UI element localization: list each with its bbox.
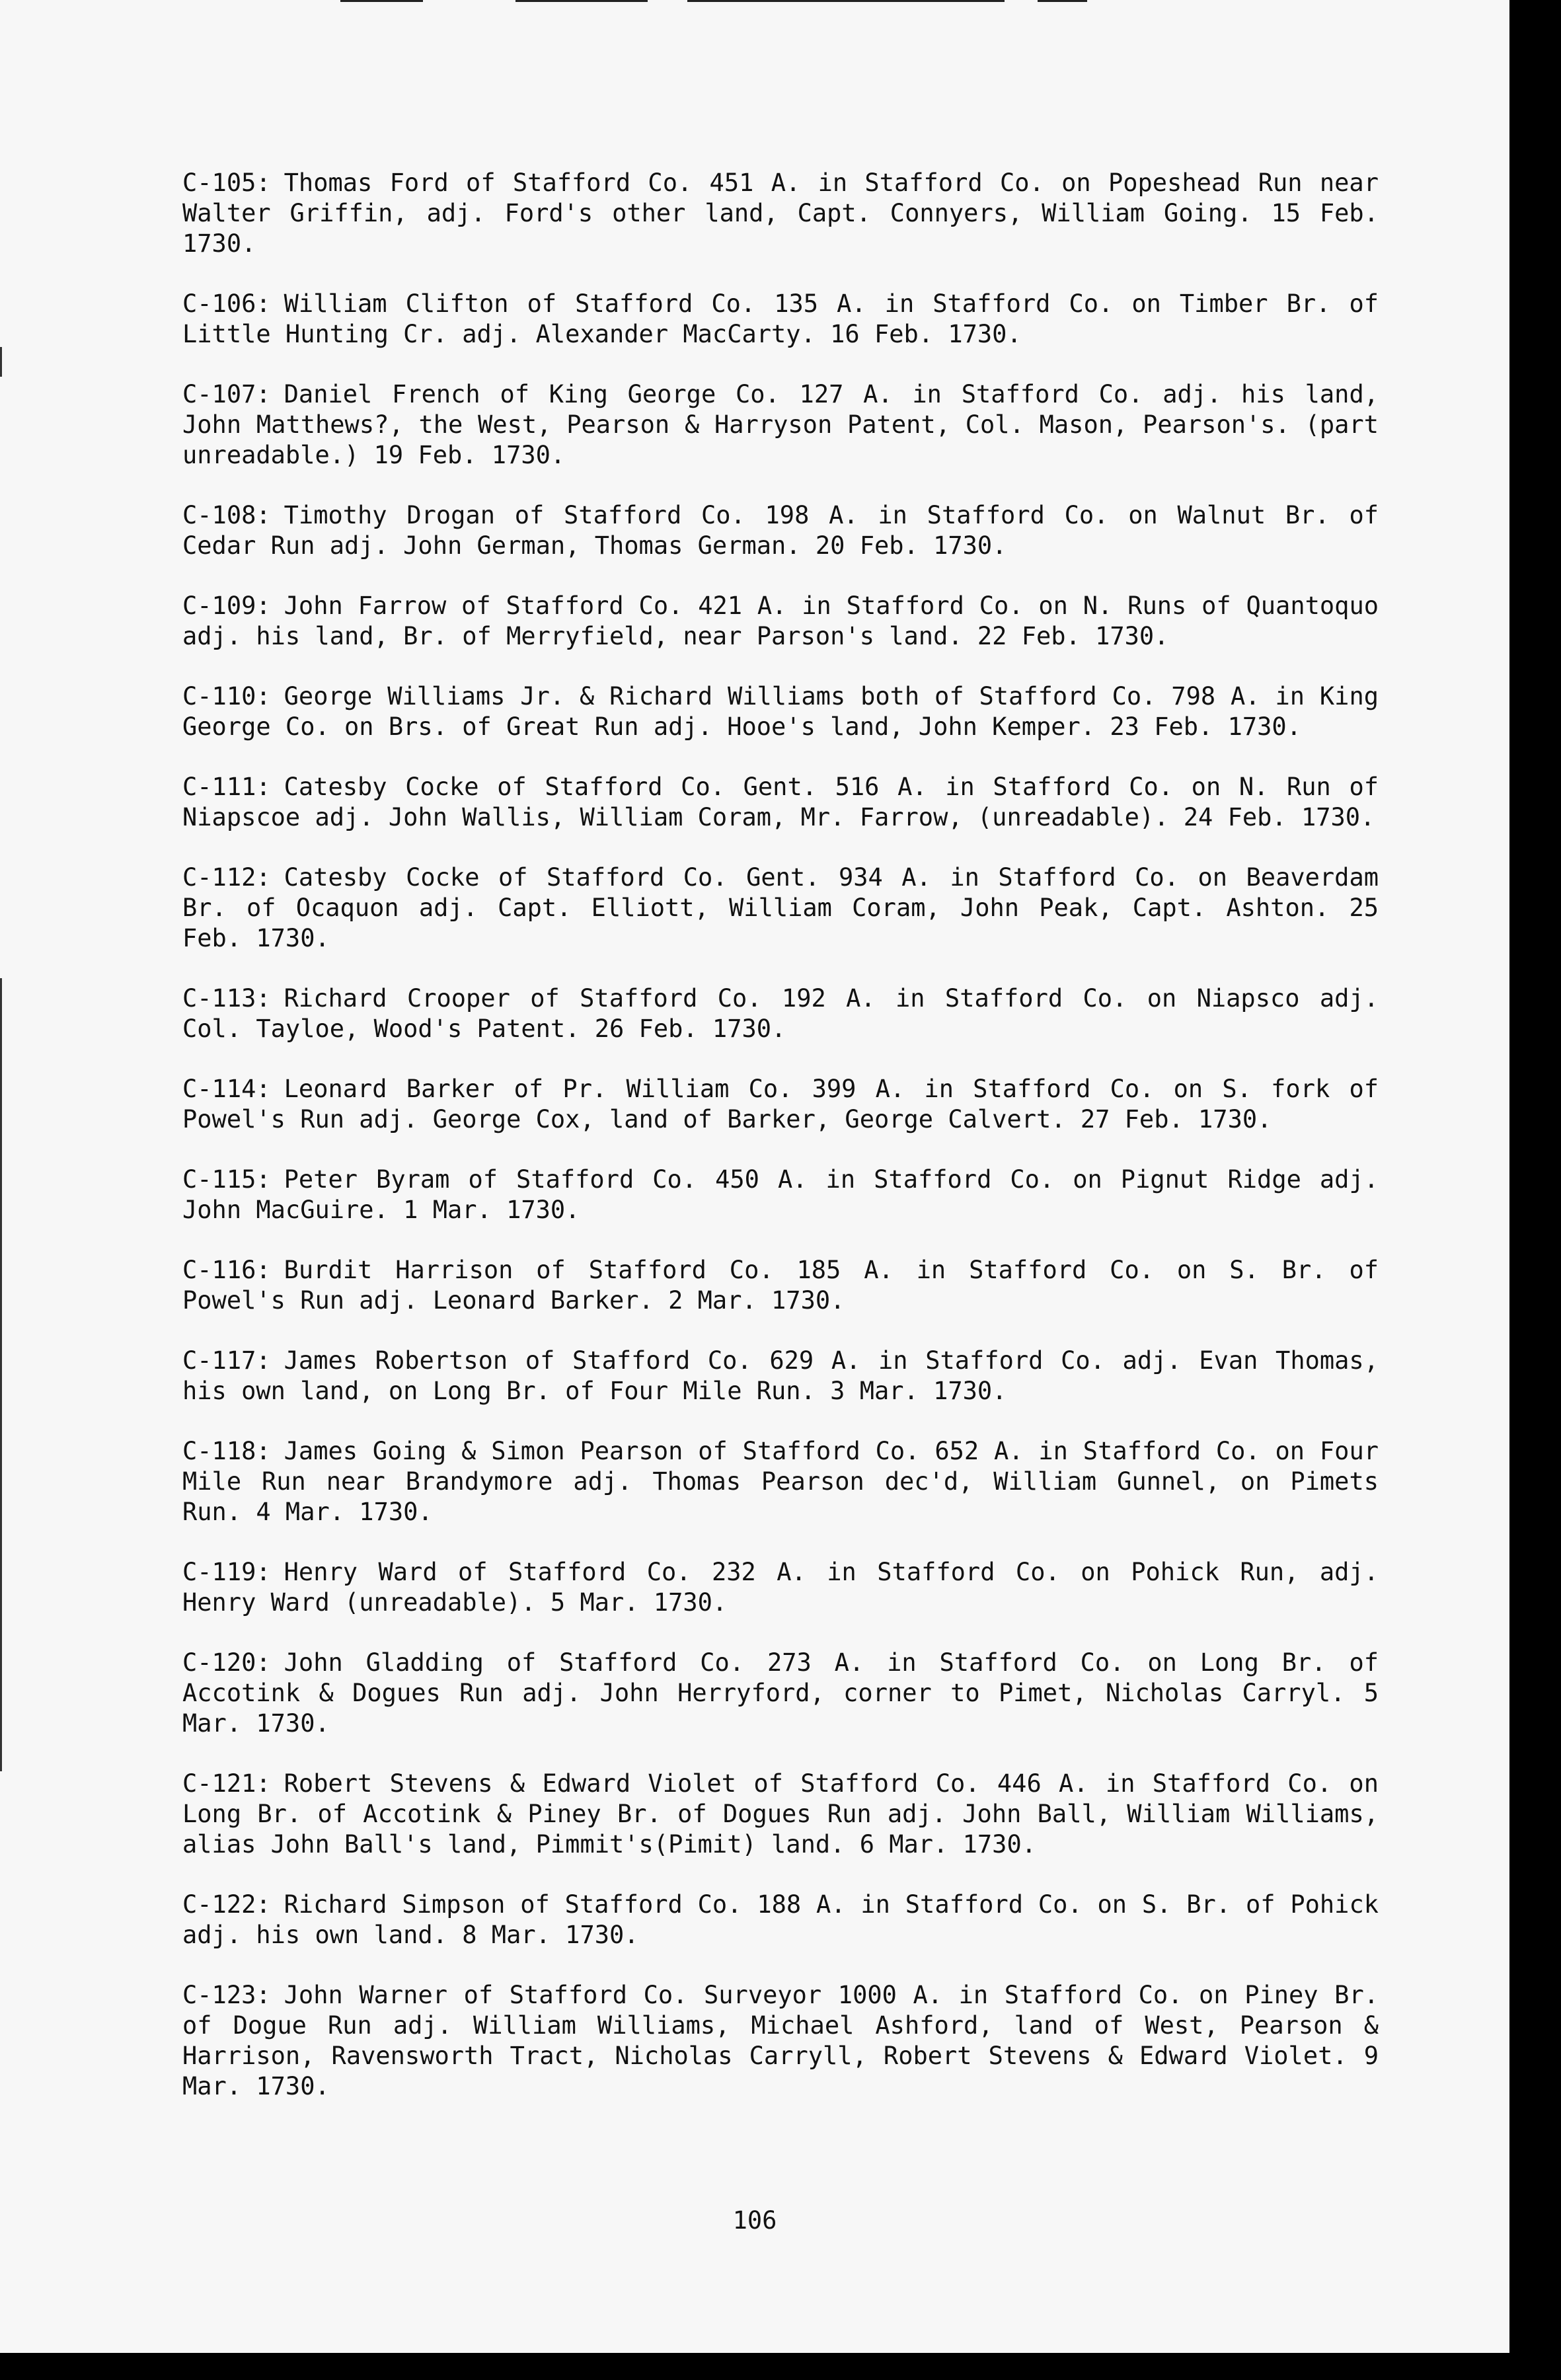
entry-text: Henry Ward of Stafford Co. 232 A. in Stafford Co. on Pohick Run, adj. Henry Ward (unreadable). 5 Mar. 1730. <box>182 1558 1379 1617</box>
entry-text: Catesby Cocke of Stafford Co. Gent. 516 A. in Stafford Co. on N. Run of Niapscoe adj. John Wallis, William Coram, Mr. Farrow, (unreadable). 24 Feb. 1730. <box>182 773 1379 831</box>
patent-entry <box>182 681 1379 742</box>
patent-entry <box>182 1074 1379 1135</box>
patent-entry <box>182 1769 1379 1860</box>
entry-text: James Going & Simon Pearson of Stafford Co. 652 A. in Stafford Co. on Four Mile Run near Brandymore adj. Thomas Pearson dec'd, William Gunnel, on Pimets Run. 4 Mar. 1730. <box>182 1437 1379 1526</box>
entry-text: John Gladding of Stafford Co. 273 A. in Stafford Co. on Long Br. of Accotink & Dogues Run adj. John Herryford, corner to Pimet, Nicholas Carryl. 5 Mar. 1730. <box>182 1648 1379 1738</box>
top-edge-rule <box>515 0 648 2</box>
entry-id: C-122: <box>182 1890 271 1919</box>
entry-text: Robert Stevens & Edward Violet of Stafford Co. 446 A. in Stafford Co. on Long Br. of Accotink & Piney Br. of Dogues Run adj. John Ball, William Williams, alias John Ball's land, Pimmit's(Pimit) land. 6 Mar. 1730. <box>182 1769 1379 1859</box>
entry-text: Timothy Drogan of Stafford Co. 198 A. in Stafford Co. on Walnut Br. of Cedar Run adj. John German, Thomas German. 20 Feb. 1730. <box>182 501 1379 560</box>
entry-text: Richard Simpson of Stafford Co. 188 A. in Stafford Co. on S. Br. of Pohick adj. his own land. 8 Mar. 1730. <box>182 1890 1379 1949</box>
patent-entry <box>182 379 1379 471</box>
entry-text: Leonard Barker of Pr. William Co. 399 A. in Stafford Co. on S. fork of Powel's Run adj. George Cox, land of Barker, George Calvert. 27 Feb. 1730. <box>182 1075 1379 1133</box>
entry-text: Thomas Ford of Stafford Co. 451 A. in Stafford Co. on Popeshead Run near Walter Griffin, adj. Ford's other land, Capt. Connyers, William Going. 15 Feb. 1730. <box>182 169 1379 258</box>
entry-id: C-121: <box>182 1769 271 1798</box>
patent-entry <box>182 772 1379 833</box>
entry-id: C-117: <box>182 1346 271 1375</box>
entry-id: C-107: <box>182 380 271 408</box>
left-edge-mark <box>0 978 2 1771</box>
entry-id: C-105: <box>182 169 271 197</box>
entry-id: C-119: <box>182 1558 271 1586</box>
entry-text: George Williams Jr. & Richard Williams both of Stafford Co. 798 A. in King George Co. on Brs. of Great Run adj. Hooe's land, John Kemper. 23 Feb. 1730. <box>182 682 1379 741</box>
entry-id: C-116: <box>182 1256 271 1284</box>
entry-text: Catesby Cocke of Stafford Co. Gent. 934 A. in Stafford Co. on Beaverdam Br. of Ocaquon adj. Capt. Elliott, William Coram, John Peak, Capt. Ashton. 25 Feb. 1730. <box>182 863 1379 952</box>
entry-id: C-123: <box>182 1981 271 2009</box>
patent-entry <box>182 500 1379 561</box>
patent-entry <box>182 1980 1379 2102</box>
entry-id: C-111: <box>182 773 271 801</box>
patent-entry <box>182 1890 1379 1950</box>
entry-text: Peter Byram of Stafford Co. 450 A. in Stafford Co. on Pignut Ridge adj. John MacGuire. 1 Mar. 1730. <box>182 1165 1379 1224</box>
entry-id: C-109: <box>182 592 271 620</box>
entry-id: C-120: <box>182 1648 271 1677</box>
patent-entries-list <box>182 168 1379 2131</box>
entry-text: Richard Crooper of Stafford Co. 192 A. in Stafford Co. on Niapsco adj. Col. Tayloe, Wood's Patent. 26 Feb. 1730. <box>182 984 1379 1043</box>
entry-id: C-110: <box>182 682 271 710</box>
patent-entry <box>182 1436 1379 1527</box>
patent-entry <box>182 1648 1379 1739</box>
entry-id: C-106: <box>182 289 271 318</box>
entry-id: C-112: <box>182 863 271 892</box>
entry-text: John Farrow of Stafford Co. 421 A. in Stafford Co. on N. Runs of Quantoquo adj. his land, Br. of Merryfield, near Parson's land. 22 Feb. 1730. <box>182 592 1379 650</box>
patent-entry <box>182 289 1379 350</box>
patent-entry <box>182 1165 1379 1225</box>
entry-text: Burdit Harrison of Stafford Co. 185 A. in Stafford Co. on S. Br. of Powel's Run adj. Leonard Barker. 2 Mar. 1730. <box>182 1256 1379 1315</box>
patent-entry <box>182 1557 1379 1618</box>
entry-id: C-113: <box>182 984 271 1013</box>
patent-entry <box>182 983 1379 1044</box>
patent-entry <box>182 591 1379 652</box>
entry-id: C-118: <box>182 1437 271 1465</box>
patent-entry <box>182 168 1379 259</box>
page-number: 106 <box>732 2206 777 2235</box>
entry-id: C-114: <box>182 1075 271 1103</box>
patent-entry <box>182 1346 1379 1406</box>
entry-text: Daniel French of King George Co. 127 A. in Stafford Co. adj. his land, John Matthews?, the West, Pearson & Harryson Patent, Col. Mason, Pearson's. (part unreadable.) 19 Feb. 1730. <box>182 380 1379 469</box>
patent-entry <box>182 863 1379 954</box>
top-edge-rule <box>1038 0 1087 2</box>
left-edge-mark <box>0 347 2 377</box>
top-edge-rule <box>687 0 1005 2</box>
entry-text: William Clifton of Stafford Co. 135 A. in Stafford Co. on Timber Br. of Little Hunting Cr. adj. Alexander MacCarty. 16 Feb. 1730. <box>182 289 1379 348</box>
entry-id: C-115: <box>182 1165 271 1194</box>
top-edge-rule <box>340 0 423 2</box>
patent-entry <box>182 1255 1379 1316</box>
entry-id: C-108: <box>182 501 271 529</box>
entry-text: John Warner of Stafford Co. Surveyor 1000 A. in Stafford Co. on Piney Br. of Dogue Run adj. William Williams, Michael Ashford, land of West, Pearson & Harrison, Ravensworth Tract, Nicholas Carryll, Robert Stevens & Edward Violet. 9 Mar. 1730. <box>182 1981 1379 2100</box>
entry-text: James Robertson of Stafford Co. 629 A. in Stafford Co. adj. Evan Thomas, his own land, on Long Br. of Four Mile Run. 3 Mar. 1730. <box>182 1346 1379 1405</box>
